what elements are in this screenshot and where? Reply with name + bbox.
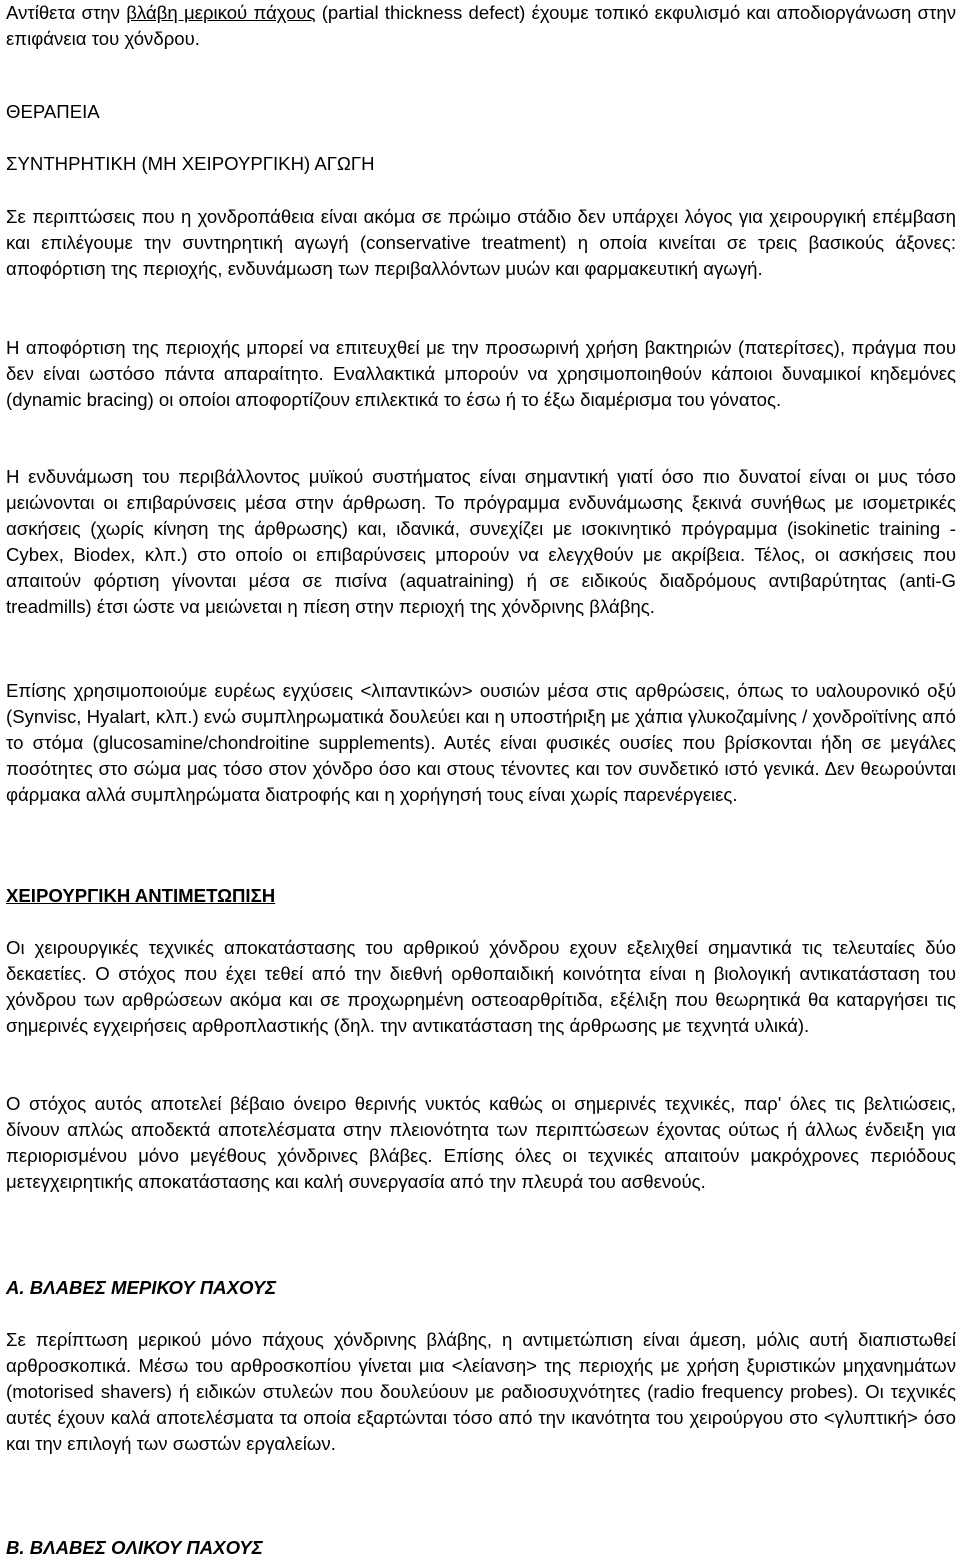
surgery-paragraph-2: Ο στόχος αυτός αποτελεί βέβαιο όνειρο θερινής νυκτός καθώς οι σημερινές τεχνικές, παρ' όλες τις βελτιώσεις, δίνουν απλώς αποδεκτά αποτελέσματα στην πλειονότητα των περιπτώσεων έχοντας ούτως ή άλλως ένδειξη για περιορισμένου μόνο μεγέθους χόνδρινες βλάβες. Επίσης όλες οι τεχνικές απαιτούν μακρόχρονες περιόδους μετεγχειρητικής αποκατάστασης και καλή συνεργασία από την πλευρά του ασθενούς. bbox=[6, 1093, 956, 1192]
surgery-heading: ΧΕΙΡΟΥΡΓΙΚΗ ΑΝΤΙΜΕΤΩΠΙΣΗ bbox=[6, 885, 276, 906]
conservative-subheading: ΣΥΝΤΗΡΗΤΙΚΗ (ΜΗ ΧΕΙΡΟΥΡΓΙΚΗ) ΑΓΩΓΗ bbox=[6, 153, 375, 174]
intro-text-before: Αντίθετα στην bbox=[6, 2, 127, 23]
intro-text-after: (partial thickness defect) έχουμε τοπικό εκφυλισμό και αποδιοργάνωση στην επιφάνεια του χόνδρου. bbox=[6, 2, 957, 49]
therapy-paragraph-2: Η αποφόρτιση της περιοχής μπορεί να επιτευχθεί με την προσωρινή χρήση βακτηριών (πατερίτσες), πράγμα που δεν είναι ωστόσο πάντα απαραίτητο. Εναλλακτικά μπορούν να χρησιμοποιηθούν κάποιοι δυναμικοί κηδεμόνες (dynamic bracing) οι οποίοι αποφορτίζουν επιλεκτικά το έσω ή το έξω διαμέρισμα του γόνατος. bbox=[6, 337, 956, 410]
intro-paragraph bbox=[6, 0, 956, 52]
surgery-paragraph-1: Οι χειρουργικές τεχνικές αποκατάστασης του αρθρικού χόνδρου εχουν εξελιχθεί σημαντικά τις τελευταίες δύο δεκαετίες. Ο στόχος που έχει τεθεί από την διεθνή ορθοπαιδική κοινότητα είναι η βιολογική αντικατάσταση του χόνδρου των αρθρώσεων ακόμα και σε προχωρημένη οστεοαρθρίτιδα, εξέλιξη που θεωρητικά θα καταργήσει τις σημερινές εγχειρήσεις αρθροπλαστικής (δηλ. την αντικατάσταση της άρθρωσης με τεχνητά υλικά). bbox=[6, 937, 956, 1036]
therapy-paragraph-1: Σε περιπτώσεις που η χονδροπάθεια είναι ακόμα σε πρώιμο στάδιο δεν υπάρχει λόγος για χειρουργική επέμβαση και επιλέγουμε την συντηρητική αγωγή (conservative treatment) η οποία κινείται σε τρεις βασικούς άξονες: αποφόρτιση της περιοχής, ενδυνάμωση των περιβαλλόντων μυών και φαρμακευτική αγωγή. bbox=[6, 206, 956, 279]
partial-heading: Α. ΒΛΑΒΕΣ ΜΕΡΙΚΟΥ ΠΑΧΟΥΣ bbox=[6, 1277, 277, 1298]
intro-underlined-term: βλάβη μερικού πάχους bbox=[126, 2, 316, 23]
partial-paragraph: Σε περίπτωση μερικού μόνο πάχους χόνδρινης βλάβης, η αντιμετώπιση είναι άμεση, μόλις αυτή διαπιστωθεί αρθροσκοπικά. Μέσω του αρθροσκοπίου γίνεται μια <λείανση> της περιοχής με χρήση ξυριστικών μηχανημάτων (motorised shavers) ή ειδικών στυλεών που δουλεύουν με ραδιοσυχνότητες (radio frequency probes). Οι τεχνικές αυτές έχουν καλά αποτελέσματα τα οποία εξαρτώνται τόσο από την ικανότητα του χειρούργου στο <γλυπτική> όσο και την επιλογή των σωστών εργαλείων. bbox=[6, 1329, 956, 1454]
therapy-paragraph-3: Η ενδυνάμωση του περιβάλλοντος μυϊκού συστήματος είναι σημαντική γιατί όσο πιο δυνατοί είναι οι μυς τόσο μειώνονται οι επιβαρύνσεις μέσα στην άρθρωση. Το πρόγραμμα ενδυνάμωσης ξεκινά συνήθως με ισομετρικές ασκήσεις (χωρίς κίνηση της άρθρωσης) και, ιδανικά, συνεχίζει με ισοκινητικό πρόγραμμα (isokinetic training - Cybex, Biodex, κλπ.) στο οποίο οι επιβαρύνσεις μπορούν να ελεγχθούν με ακρίβεια. Τέλος, οι ασκήσεις που απαιτούν φόρτιση γίνονται μέσα σε πισίνα (aquatraining) ή σε ειδικούς διαδρόμους αντιβαρύτητας (anti-G treadmills) έτσι ώστε να μειώνεται η πίεση στην περιοχή της χόνδρινης βλάβης. bbox=[6, 466, 956, 617]
full-heading: Β. ΒΛΑΒΕΣ ΟΛΙΚΟΥ ΠΑΧΟΥΣ bbox=[6, 1537, 263, 1558]
therapy-paragraph-4: Επίσης χρησιμοποιούμε ευρέως εγχύσεις <λιπαντικών> ουσιών μέσα στις αρθρώσεις, όπως το υαλουρονικό οξύ (Synvisc, Hyalart, κλπ.) ενώ συμπληρωματικά δουλεύει και η υποστήριξη με χάπια γλυκοζαμίνης / χονδροϊτίνης από το στόμα (glucosamine/chondroitine supplements). Αυτές είναι φυσικές ουσίες που βρίσκονται ήδη σε μεγάλες ποσότητες στο σώμα μας τόσο στον χόνδρο όσο και στους τένοντες και τον συνδετικό ιστό γενικά. Δεν θεωρούνται φάρμακα αλλά συμπληρώματα διατροφής και η χορήγησή τους είναι χωρίς παρενέργειες. bbox=[6, 680, 956, 805]
therapy-heading: ΘΕΡΑΠΕΙΑ bbox=[6, 101, 100, 122]
